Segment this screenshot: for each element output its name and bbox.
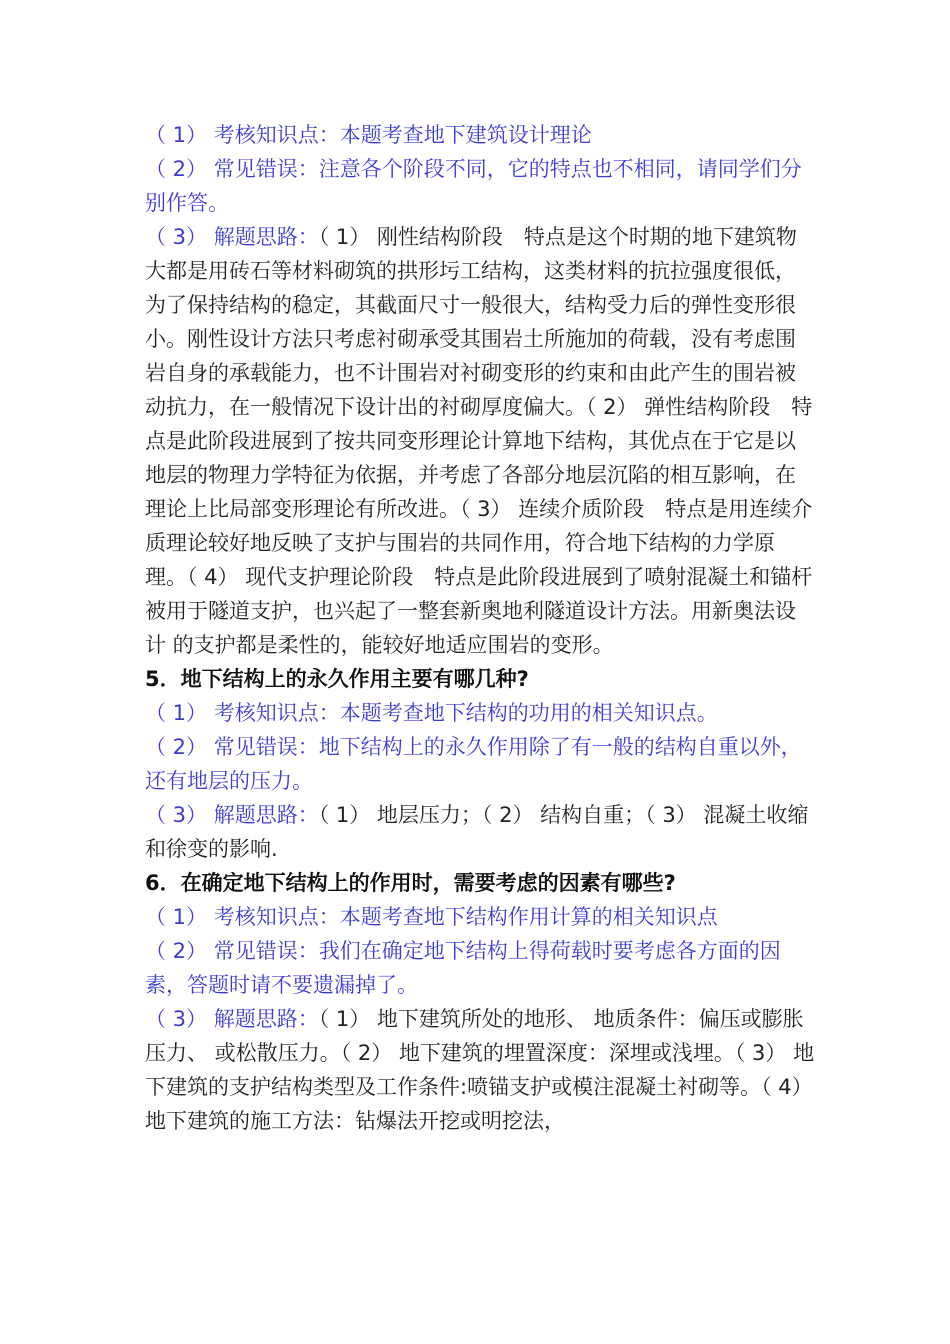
q5-solution <box>145 798 815 866</box>
prev-knowledge-point: （ 1） 考核知识点：本题考查地下建筑设计理论 <box>145 123 592 147</box>
q6-knowledge-point: （ 1） 考核知识点：本题考查地下结构作用计算的相关知识点 <box>145 905 718 929</box>
prev-solution <box>145 220 815 662</box>
prev-solution-text: （ 1） 刚性结构阶段 特点是这个时期的地下建筑物大都是用砖石等材料砌筑的拱形圬工结构，这类材料的抗拉强度很低，为了保持结构的稳定，其截面尺寸一般很大，结构受力后的弹性变形很小。刚性设计方法只考虑衬砌承受其围岩土所施加的荷载，没有考虑围岩自身的承载能力，也不计围岩对衬砌变形的约束和由此产生的围岩被动抗力，在一般情况下设计出的衬砌厚度偏大。（ 2） 弹性结构阶段 特点是此阶段进展到了按共同变形理论计算地下结构，其优点在于它是以地层的物理力学特征为依据，并考虑了各部分地层沉陷的相互影响，在理论上比局部变形理论有所改进。（ 3） 连续介质阶段 特点是用连续介质理论较好地反映了支护与围岩的共同作用，符合地下结构的力学原理。（ 4） 现代支护理论阶段 特点是此阶段进展到了喷射混凝土和锚杆被用于隧道支护，也兴起了一整套新奥地利隧道设计方法。用新奥法设计 的支护都是柔性的，能较好地适应围岩的变形。 <box>145 225 813 657</box>
q5-knowledge-point: （ 1） 考核知识点：本题考查地下结构的功用的相关知识点。 <box>145 701 718 725</box>
document-page <box>145 118 815 1138</box>
q5-solution-label: （ 3） 解题思路： <box>145 803 319 827</box>
q6-common-error: （ 2） 常见错误：我们在确定地下结构上得荷载时要考虑各方面的因素，答题时请不要遗漏掉了。 <box>145 939 781 997</box>
q6-solution-text: （ 1） 地下建筑所处的地形、 地质条件：偏压或膨胀压力、 或松散压力。（ 2） 地下建筑的埋置深度：深埋或浅埋。（ 3） 地下建筑的支护结构类型及工作条件:喷锚支护或模注混凝土衬砌等。（ 4） 地下建筑的施工方法：钻爆法开挖或明挖法， <box>145 1007 815 1133</box>
prev-solution-label: （ 3） 解题思路： <box>145 225 319 249</box>
question-5-title: 5．地下结构上的永久作用主要有哪几种? <box>145 667 529 691</box>
prev-common-error: （ 2） 常见错误：注意各个阶段不同，它的特点也不相同，请同学们分别作答。 <box>145 157 802 215</box>
q5-solution-text: （ 1） 地层压力；（ 2） 结构自重；（ 3） 混凝土收缩和徐变的影响. <box>145 803 809 861</box>
q6-solution-label: （ 3） 解题思路： <box>145 1007 319 1031</box>
q6-solution <box>145 1002 815 1138</box>
q5-common-error: （ 2） 常见错误：地下结构上的永久作用除了有一般的结构自重以外，还有地层的压力。 <box>145 735 802 793</box>
question-6-title: 6．在确定地下结构上的作用时，需要考虑的因素有哪些? <box>145 871 676 895</box>
